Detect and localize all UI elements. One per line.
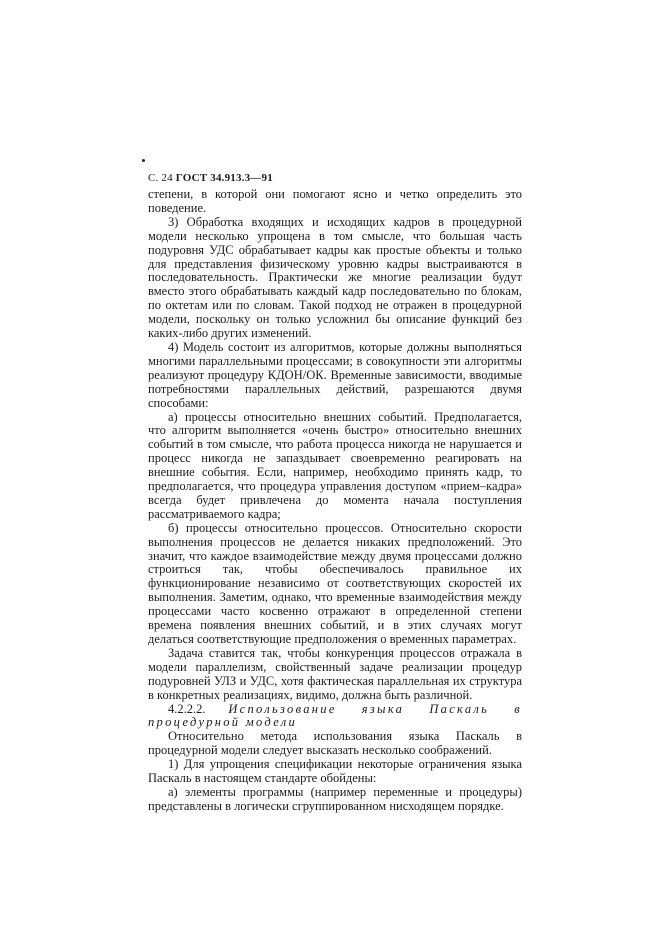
document-body (148, 188, 522, 814)
paragraph-task: Задача ставится так, чтобы конкуренция процессов отражала в модели параллелизм, свойственный задаче реализации процедур подуровней УЛЗ и УДС, хотя фактическая параллельная их структура в конкретных реализациях, видимо, должна быть различной. (148, 645, 522, 702)
paragraph-continuation: степени, в которой они помогают ясно и четко определить это поведение. (148, 187, 522, 215)
page-header (148, 172, 273, 184)
page-speck (142, 159, 145, 162)
paragraph-item-4: 4) Модель состоит из алгоритмов, которые должны выполняться многими параллельными процессами; в совокупности эти алгоритмы реализуют процедуру КДОН/ОК. Временные зависимости, вводимые потребностями параллельных действий, разрешаются двумя способами: (148, 339, 522, 410)
section-heading (148, 703, 522, 731)
paragraph-item-1: 1) Для упрощения спецификации некоторые ограничения языка Паскаль в настоящем стандарте обойдены: (148, 757, 522, 786)
paragraph-item-3: 3) Обработка входящих и исходящих кадров в процедурной модели несколько упрощена в том смысле, что большая часть подуровня УДС обрабатывает кадры как простые объекты и только для представления физическому уровню кадры выстраиваются в последовательность. Практически же многие реализации будут вместо этого обрабатывать каждый кадр последовательно по блокам, по октетам или по словам. Такой подход не отражен в процедурной модели, поскольку он только усложнил бы описание функций без каких-либо других изменений. (148, 214, 522, 341)
paragraph-method: Относительно метода использования языка Паскаль в процедурной модели следует высказать несколько соображений. (148, 729, 522, 758)
paragraph-item-b: б) процессы относительно процессов. Относительно скорости выполнения процессов не делается никаких предположений. Это значит, что каждое взаимодействие между двумя процессами должно строиться так, чтобы обеспечивалось правильное их функционирование независимо от соответствующих скоростей их выполнения. Заметим, однако, что временные взаимодействия между процессами часто косвенно отражают в определенной степени времена появления внешних событий, и в этих случаях могут делаться соответствующие предположения о временных параметрах. (148, 520, 522, 646)
paragraph-item-a-elements: а) элементы программы (например переменные и процедуры) представлены в логически сгруппированном нисходящем порядке. (148, 784, 522, 813)
page-number: С. 24 (148, 172, 173, 184)
document-code: ГОСТ 34.913.3—91 (175, 172, 273, 184)
section-title: Использование языка Паскаль в процедурной модели (148, 701, 522, 730)
section-number: 4.2.2.2. (168, 701, 206, 716)
paragraph-item-a: а) процессы относительно внешних событий. Предполагается, что алгоритм выполняется «очень быстро» относительно внешних событий в том смысле, что работа процесса никогда не нарушается и процесс никогда не запаздывает своевременно реагировать на внешние события. Если, например, необходимо принять кадр, то предполагается, что процедура управления доступом «прием–кадра» всегда будет привлечена до момента начала поступления рассматриваемого кадра; (148, 409, 522, 521)
